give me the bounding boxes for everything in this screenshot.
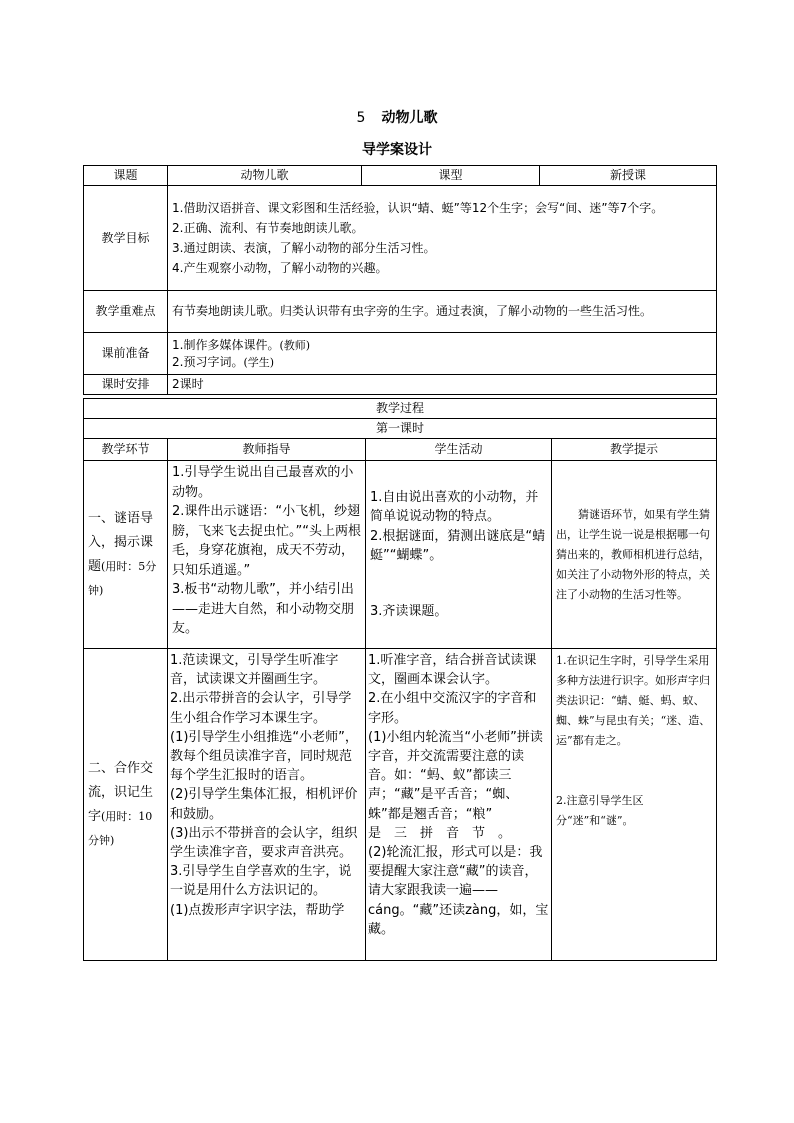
student-step: (2)轮流汇报，形式可以是：我要提醒大家注意“藏”的读音，请大家跟我读一遍——cáng。“藏”还读zàng，如，宝藏。 bbox=[368, 845, 549, 937]
stage-row bbox=[84, 649, 717, 961]
teacher-step: (1)点拨形声字识字法，帮助学 bbox=[170, 902, 345, 918]
lesson-info-table bbox=[83, 165, 717, 395]
time-value: 2课时 bbox=[168, 375, 717, 395]
session-title: 第一课时 bbox=[84, 419, 717, 439]
stage-title: 二、合作交流，识记生字 bbox=[88, 760, 154, 824]
prep-role: (教师) bbox=[279, 338, 311, 352]
type-value: 新授课 bbox=[540, 166, 717, 186]
time-label: 课时安排 bbox=[84, 375, 168, 395]
stage-duration: (用时：5分钟) bbox=[88, 559, 157, 597]
teacher-step: 3.引导学生自学喜欢的生字，说一说是用什么方法识记的。 bbox=[170, 864, 352, 899]
header-hint: 教学提示 bbox=[552, 439, 717, 461]
type-label: 课型 bbox=[362, 166, 540, 186]
student-activity bbox=[366, 461, 552, 649]
lesson-title bbox=[0, 107, 794, 127]
teacher-step: (2)引导学生集体汇报，相机评价和鼓励。 bbox=[170, 787, 358, 822]
student-step: 3.齐读课题。 bbox=[370, 603, 448, 619]
prep-row bbox=[84, 333, 717, 375]
process-table bbox=[83, 398, 717, 961]
topic-label: 课题 bbox=[84, 166, 168, 186]
header-teacher: 教师指导 bbox=[168, 439, 366, 461]
goals-row bbox=[84, 186, 717, 291]
goal-item: 4.产生观察小动物，了解小动物的兴趣。 bbox=[172, 261, 388, 275]
time-row bbox=[84, 375, 717, 395]
stage-name bbox=[84, 649, 168, 961]
teacher-step: (1)引导学生小组推选“小老师”，教每个组员读准字音，同时规范每个学生汇报时的语言。 bbox=[170, 729, 358, 784]
goal-item: 2.正确、流利、有节奏地朗读儿歌。 bbox=[172, 221, 364, 235]
student-step: 1.听准字音，结合拼音试读课文，圈画本课会认字。 bbox=[368, 653, 537, 688]
goal-item: 1.借助汉语拼音、课文彩图和生活经验，认识“蜻、蜓”等12个生字；会写“间、迷”等7个字。 bbox=[172, 201, 664, 215]
student-step: (1)小组内轮流当“小老师”拼读字音，并交流需要注意的读音。如：“蚂、蚁”都读三声；“藏”是平舌音；“蜘、蛛”都是翘舌音；“粮” bbox=[368, 729, 543, 822]
student-step: 1.自由说出喜欢的小动物，并简单说说动物的特点。 bbox=[370, 489, 539, 525]
lesson-number: 5 bbox=[356, 110, 366, 126]
teacher-step: 1.引导学生说出自己最喜欢的小动物。 bbox=[172, 465, 354, 500]
teacher-step: (3)出示不带拼音的会认字，组织学生读准字音，要求声音洪亮。 bbox=[170, 825, 358, 861]
hint-item: 2.注意引导学生区分“迷”和“谜”。 bbox=[556, 794, 644, 827]
teacher-step: 2.课件出示谜语：“小飞机，纱翅膀，飞来飞去捉虫忙。”“头上两根毛，身穿花旗袍，成天不劳动，只知乐逍遥。” bbox=[172, 504, 361, 578]
student-step: 2.根据谜面，猜测出谜底是“蜻蜓”“蝴蝶”。 bbox=[370, 528, 546, 564]
hint-item: 1.在识记生字时，引导学生采用多种方法进行识字。如形声字归类法识记：“蜻、蜓、蚂、蚁、蜘、蛛”与昆虫有关；“迷、造、运”都有走之。 bbox=[556, 654, 711, 747]
teacher-guidance bbox=[168, 461, 366, 649]
teaching-hint bbox=[552, 649, 717, 961]
prep-list bbox=[168, 333, 717, 375]
teacher-step: 3.板书“动物儿歌”，并小结引出——走进大自然，和小动物交朋友。 bbox=[172, 582, 355, 636]
goal-item: 3.通过朗读、表演，了解小动物的部分生活习性。 bbox=[172, 241, 436, 255]
goals-list bbox=[168, 186, 717, 291]
key-value: 有节奏地朗读儿歌。归类认识带有虫字旁的生字。通过表演，了解小动物的一些生活习性。 bbox=[168, 291, 717, 333]
session-row bbox=[84, 419, 717, 439]
stage-duration: (用时：10分钟) bbox=[88, 809, 153, 847]
prep-role: (学生) bbox=[243, 355, 275, 369]
student-step: 2.在小组中交流汉字的字音和字形。 bbox=[368, 691, 537, 726]
stage-name bbox=[84, 461, 168, 649]
student-activity bbox=[366, 649, 552, 961]
teacher-guidance bbox=[168, 649, 366, 961]
prep-item: 2.预习字词。 bbox=[172, 354, 244, 369]
prep-label: 课前准备 bbox=[84, 333, 168, 375]
process-header-row bbox=[84, 439, 717, 461]
header-stage: 教学环节 bbox=[84, 439, 168, 461]
topic-row bbox=[84, 166, 717, 186]
teacher-step: 1.范读课文，引导学生听准字音，试读课文并圈画生字。 bbox=[170, 653, 339, 688]
header-student: 学生活动 bbox=[366, 439, 552, 461]
student-step: 是 三 拼 音 节 。 bbox=[368, 825, 512, 841]
prep-item: 1.制作多媒体课件。 bbox=[172, 337, 280, 352]
document-subtitle: 导学案设计 bbox=[362, 142, 432, 158]
process-title-row bbox=[84, 399, 717, 419]
teacher-step: 2.出示带拼音的会认字，引导学生小组合作学习本课生字。 bbox=[170, 691, 352, 726]
process-title: 教学过程 bbox=[84, 399, 717, 419]
stage-row bbox=[84, 461, 717, 649]
stage-title: 一、谜语导入，揭示课题 bbox=[88, 510, 154, 574]
topic-value: 动物儿歌 bbox=[168, 166, 362, 186]
key-label: 教学重难点 bbox=[84, 291, 168, 333]
lesson-name: 动物儿歌 bbox=[381, 110, 438, 126]
key-row bbox=[84, 291, 717, 333]
teaching-hint: 猜谜语环节，如果有学生猜出，让学生说一说是根据哪一句猜出来的，教师相机进行总结，如关注了小动物外形的特点，关注了小动物的生活习性等。 bbox=[552, 461, 717, 649]
goals-label: 教学目标 bbox=[84, 186, 168, 291]
